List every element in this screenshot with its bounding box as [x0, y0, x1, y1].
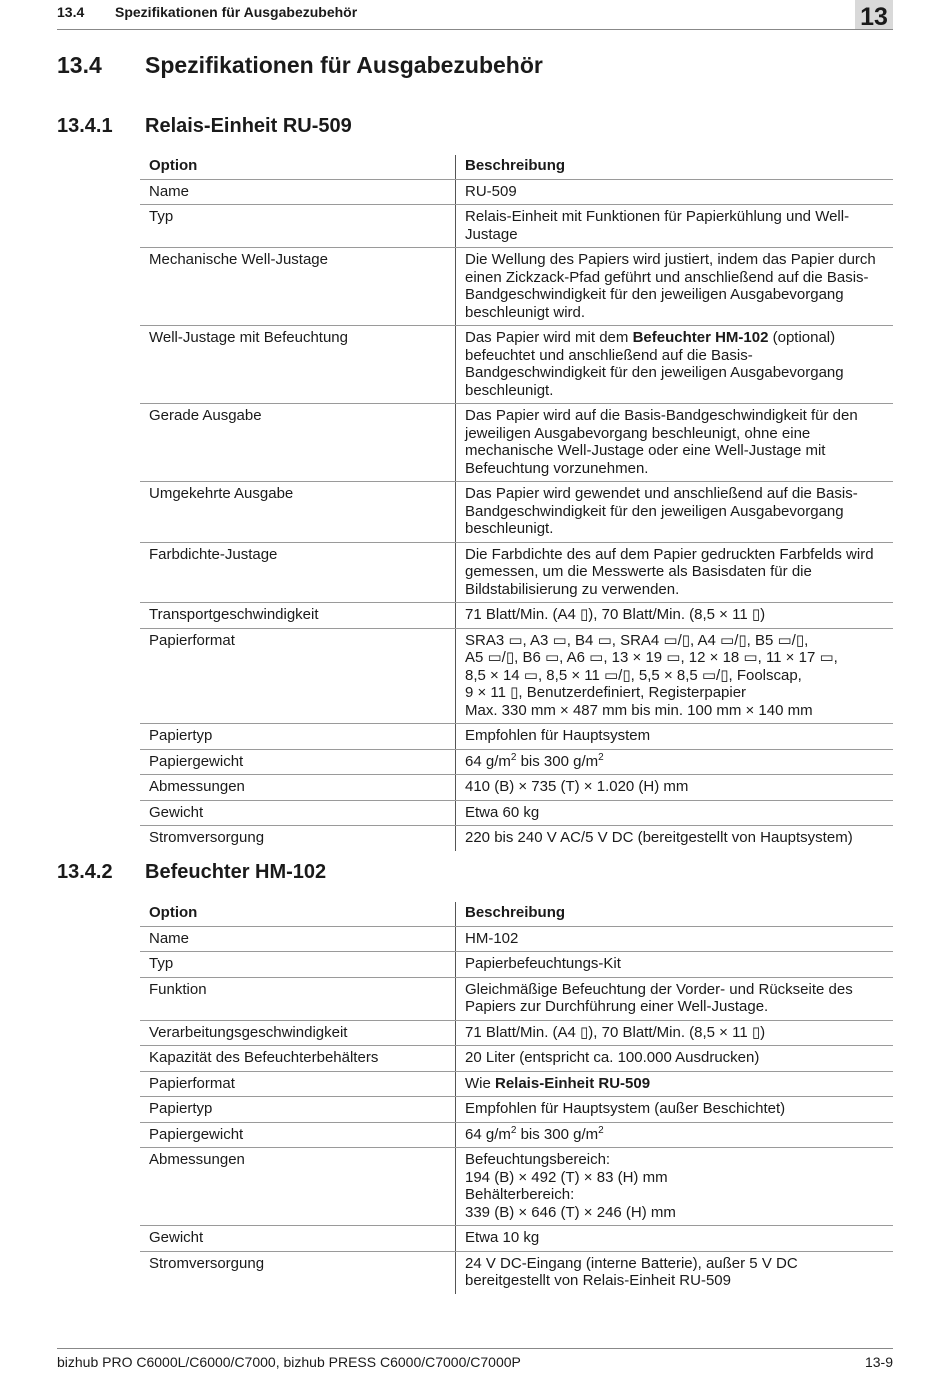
table-row	[140, 404, 893, 482]
description-cell: HM-102	[456, 926, 894, 952]
table-header-row	[140, 155, 893, 179]
description-cell: 220 bis 240 V AC/5 V DC (bereitgestellt von Hauptsystem)	[456, 826, 894, 851]
description-cell	[456, 628, 894, 724]
table-row	[140, 724, 893, 750]
description-text: Wie	[465, 1074, 495, 1092]
description-line: SRA3 ▭, A3 ▭, B4 ▭, SRA4 ▭/▯, A4 ▭/▯, B5 ▭/▯,	[465, 631, 809, 649]
description-cell: 410 (B) × 735 (T) × 1.020 (H) mm	[456, 775, 894, 801]
option-cell: Papierformat	[140, 628, 456, 724]
chapter-badge: 13	[855, 0, 893, 29]
option-cell: Typ	[140, 205, 456, 248]
table-row	[140, 1251, 893, 1294]
description-cell: 71 Blatt/Min. (A4 ▯), 70 Blatt/Min. (8,5 × 11 ▯)	[456, 1020, 894, 1046]
option-cell: Transportgeschwindigkeit	[140, 603, 456, 629]
unit-exponent: 2	[510, 1124, 517, 1136]
option-cell: Papiergewicht	[140, 1122, 456, 1148]
section1-title: Relais-Einheit RU-509	[145, 115, 352, 137]
table-row	[140, 603, 893, 629]
description-cell: Die Wellung des Papiers wird justiert, indem das Papier durch einen Zickzack-Pfad geführt und anschließend auf die Basis-Bandgeschwindigkeit für den jeweiligen Ausgabevorgang beschleunigt wird.	[456, 248, 894, 326]
description-cell	[456, 326, 894, 404]
table-row	[140, 1046, 893, 1072]
section1-heading	[57, 115, 352, 138]
description-line: 194 (B) × 492 (T) × 83 (H) mm	[465, 1168, 668, 1186]
section1-number: 13.4.1	[57, 115, 113, 137]
description-cell: Das Papier wird gewendet und anschließend auf die Basis-Bandgeschwindigkeit für den jeweiligen Ausgabevorgang beschleunigt.	[456, 482, 894, 543]
option-cell: Papiertyp	[140, 1097, 456, 1123]
page-footer	[57, 1348, 893, 1370]
table-row	[140, 1020, 893, 1046]
description-emphasis: Relais-Einheit RU-509	[495, 1074, 651, 1092]
unit-exponent: 2	[598, 1124, 604, 1136]
table-row	[140, 800, 893, 826]
table-row	[140, 1148, 893, 1226]
option-cell: Funktion	[140, 977, 456, 1020]
description-line: A5 ▭/▯, B6 ▭, A6 ▭, 13 × 19 ▭, 12 × 18 ▭, 11 × 17 ▭,	[465, 649, 838, 666]
option-cell: Umgekehrte Ausgabe	[140, 482, 456, 543]
option-cell: Kapazität des Befeuchterbehälters	[140, 1046, 456, 1072]
option-cell: Typ	[140, 952, 456, 978]
option-cell: Stromversorgung	[149, 1254, 265, 1272]
unit-exponent: 2	[598, 751, 604, 763]
column-header-description: Beschreibung	[456, 902, 894, 926]
unit-exponent: 2	[510, 751, 517, 763]
description-cell: Etwa 60 kg	[456, 800, 894, 826]
option-cell: Name	[140, 926, 456, 952]
footer-product-names: bizhub PRO C6000L/C6000/C7000, bizhub PRESS C6000/C7000/C7000P	[57, 1354, 521, 1370]
table-row	[140, 248, 893, 326]
section2-heading	[57, 861, 326, 884]
table-row	[140, 749, 893, 775]
description-cell: 20 Liter (entspricht ca. 100.000 Ausdrucken)	[456, 1046, 894, 1072]
description-cell: Gleichmäßige Befeuchtung der Vorder- und Rückseite des Papiers zur Durchführung einer Well-Justage.	[456, 977, 894, 1020]
table-row	[140, 926, 893, 952]
description-cell: 71 Blatt/Min. (A4 ▯), 70 Blatt/Min. (8,5 × 11 ▯)	[456, 603, 894, 629]
description-cell: Relais-Einheit mit Funktionen für Papierkühlung und Well-Justage	[456, 205, 894, 248]
option-cell: Gerade Ausgabe	[140, 404, 456, 482]
description-cell: Etwa 10 kg	[456, 1226, 894, 1252]
section2-number: 13.4.2	[57, 861, 113, 883]
option-cell: Gewicht	[140, 1226, 456, 1252]
table-row	[140, 775, 893, 801]
table-row	[140, 482, 893, 543]
description-cell: 24 V DC-Eingang (interne Batterie), außer 5 V DC bereitgestellt von Relais-Einheit RU-509	[456, 1251, 894, 1294]
description-line: Befeuchtungsbereich:	[465, 1151, 611, 1168]
description-cell: Die Farbdichte des auf dem Papier gedruckten Farbfelds wird gemessen, um die Messwerte als Basisdaten für die Bildstabilisierung zu verwenden.	[456, 542, 894, 603]
option-cell: Verarbeitungsgeschwindigkeit	[140, 1020, 456, 1046]
table-row	[140, 1226, 893, 1252]
column-header-description: Beschreibung	[456, 155, 894, 179]
column-header-option: Option	[140, 155, 456, 179]
option-cell: Papiergewicht	[140, 749, 456, 775]
description-cell: Das Papier wird auf die Basis-Bandgeschwindigkeit für den jeweiligen Ausgabevorgang beschleunigt, ohne eine mechanische Well-Justage oder eine Well-Justage mit Befeuchtung vorzunehmen.	[456, 404, 894, 482]
description-line: Behälterbereich:	[465, 1186, 575, 1203]
description-cell: Empfohlen für Hauptsystem (außer Beschichtet)	[456, 1097, 894, 1123]
description-line: 339 (B) × 646 (T) × 246 (H) mm	[465, 1203, 676, 1221]
description-cell	[456, 1071, 894, 1097]
description-text: Das Papier wird mit dem	[465, 329, 633, 346]
page-title	[57, 52, 543, 79]
description-cell: RU-509	[456, 179, 894, 205]
page-number: 13-9	[864, 1354, 893, 1370]
spec-table-ru509	[140, 155, 893, 851]
running-header	[57, 0, 893, 30]
table-row	[140, 542, 893, 603]
weight-max: bis 300 g/m	[516, 1125, 599, 1143]
option-cell: Well-Justage mit Befeuchtung	[140, 326, 456, 404]
description-line: 8,5 × 14 ▭, 8,5 × 11 ▭/▯, 5,5 × 8,5 ▭/▯, Foolscap,	[465, 666, 802, 684]
option-cell: Papiertyp	[140, 724, 456, 750]
table-row	[140, 179, 893, 205]
spec-table-hm102	[140, 902, 893, 1294]
page-title-number: 13.4	[57, 52, 102, 78]
description-cell	[456, 1148, 894, 1226]
column-header-option: Option	[140, 902, 456, 926]
table-row	[140, 977, 893, 1020]
option-cell: Farbdichte-Justage	[140, 542, 456, 603]
weight-min: 64 g/m	[465, 752, 511, 770]
option-cell: Name	[140, 179, 456, 205]
option-cell: Abmessungen	[140, 775, 456, 801]
header-section-title: Spezifikationen für Ausgabezubehör	[115, 4, 358, 20]
option-cell: Stromversorgung	[149, 829, 265, 846]
option-cell: Abmessungen	[140, 1148, 456, 1226]
table-row	[140, 1097, 893, 1123]
table-row	[140, 1071, 893, 1097]
page-title-text: Spezifikationen für Ausgabezubehör	[145, 52, 543, 78]
table-row	[140, 952, 893, 978]
description-cell: Empfohlen für Hauptsystem	[456, 724, 894, 750]
table-row	[140, 628, 893, 724]
table-row	[140, 826, 893, 851]
table-header-row	[140, 902, 893, 926]
weight-max: bis 300 g/m	[516, 752, 599, 770]
section2-title: Befeuchter HM-102	[145, 861, 327, 883]
description-line: 9 × 11 ▯, Benutzerdefiniert, Registerpapier	[465, 684, 747, 701]
description-cell	[456, 749, 894, 775]
header-section-number: 13.4	[57, 4, 85, 20]
description-line: Max. 330 mm × 487 mm bis min. 100 mm × 140 mm	[465, 701, 813, 719]
option-cell: Gewicht	[140, 800, 456, 826]
description-cell: Papierbefeuchtungs-Kit	[456, 952, 894, 978]
description-emphasis: Befeuchter HM-102	[632, 329, 769, 346]
table-row	[140, 205, 893, 248]
option-cell: Papierformat	[140, 1071, 456, 1097]
table-row	[140, 326, 893, 404]
table-row	[140, 1122, 893, 1148]
description-text: (optional) befeuchtet und anschließend auf die Basis-Bandgeschwindigkeit für den jeweiligen Ausgabevorgang beschleunigt.	[465, 329, 844, 399]
option-cell: Mechanische Well-Justage	[140, 248, 456, 326]
description-cell	[456, 1122, 894, 1148]
weight-min: 64 g/m	[465, 1125, 511, 1143]
